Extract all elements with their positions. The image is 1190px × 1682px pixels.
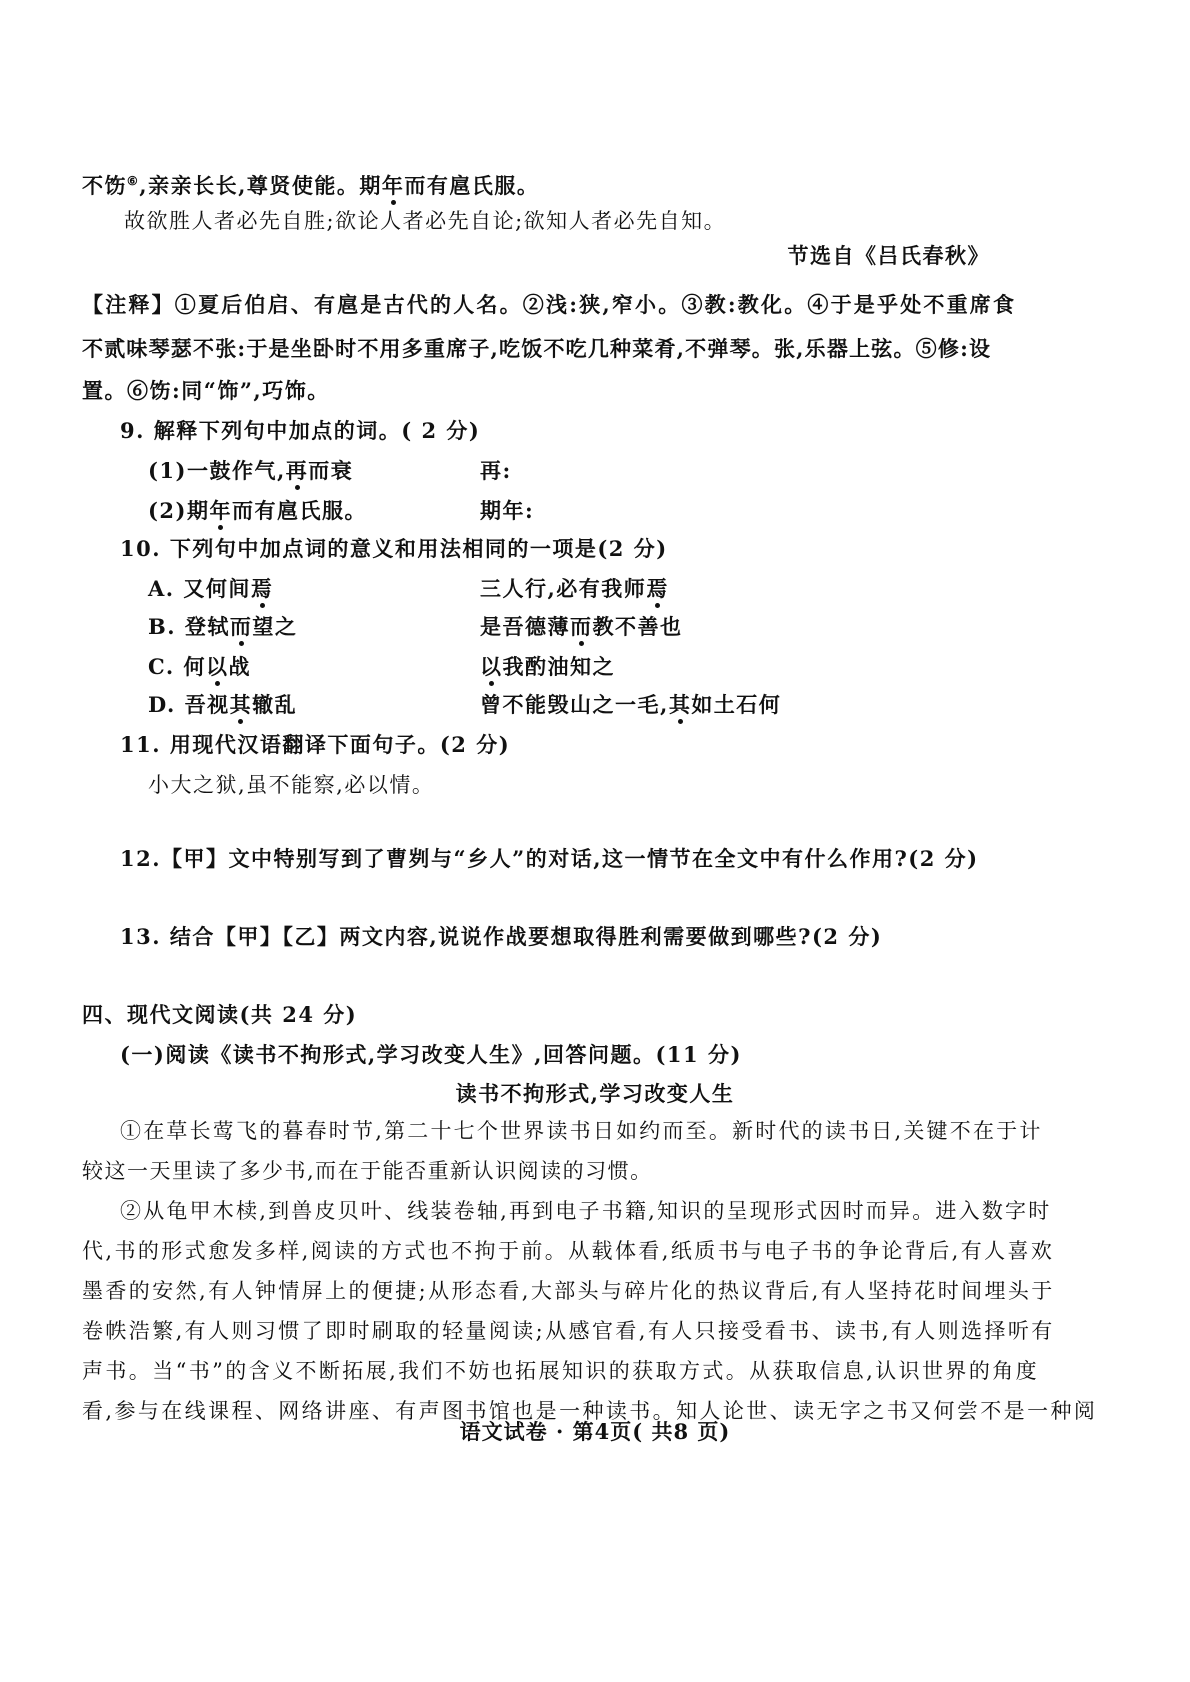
notes-line: 不贰味琴瑟不张:于是坐卧时不用多重席子,吃饭不吃几种菜肴,不弹琴。张,乐器上弦。⑤修:设 <box>82 336 992 361</box>
emphasis-char: 年 <box>209 498 232 523</box>
text: 不饬 <box>82 173 127 198</box>
emphasis-char: 以 <box>205 654 229 679</box>
q10-option-b-right <box>480 612 683 642</box>
question-10: 10. 下列句中加点词的意义和用法相同的一项是(2 分) <box>120 536 668 561</box>
source-citation: 节选自《吕氏春秋》 <box>787 243 990 268</box>
emphasis-char: 而 <box>570 614 593 639</box>
q10-option-b-left <box>148 612 297 642</box>
text: D. 吾视 <box>148 692 230 717</box>
text: 如土石何 <box>691 692 782 717</box>
passage-line: 故欲胜人者必先自胜;欲论人者必先自论;欲知人者必先自知。 <box>124 209 727 233</box>
q11-sentence: 小大之狱,虽不能察,必以情。 <box>148 773 435 797</box>
footnote-marker: ⑥ <box>127 174 140 188</box>
question-9: 9. 解释下列句中加点的词。( 2 分) <box>120 418 481 443</box>
page-footer: 语文试卷 · 第4页( 共8 页) <box>459 1419 731 1444</box>
passage-line <box>82 166 539 201</box>
reading-instruction: (一)阅读《读书不拘形式,学习改变人生》,回答问题。(11 分) <box>120 1042 742 1067</box>
text: 我酌油知之 <box>502 654 615 679</box>
text: (2)期 <box>148 498 210 523</box>
notes-line: 置。⑥饬:同“饰”,巧饰。 <box>82 378 330 403</box>
q10-option-c-left <box>148 652 251 682</box>
paragraph-line: 较这一天里读了多少书,而在于能否重新认识阅读的习惯。 <box>82 1159 653 1183</box>
text: 是吾德薄 <box>480 614 570 639</box>
paragraph-line: ②从龟甲木椟,到兽皮贝叶、线装卷轴,再到电子书籍,知识的呈现形式因时而异。进入数字时 <box>120 1199 1052 1223</box>
q9-item-2 <box>148 496 367 526</box>
section-heading: 四、现代文阅读(共 24 分) <box>82 1002 358 1027</box>
q10-option-d-right <box>480 690 781 720</box>
emphasis-char: 其 <box>229 692 253 717</box>
text: 辙乱 <box>252 692 298 717</box>
paragraph-line: 卷帙浩繁,有人则习惯了即时刷取的轻量阅读;从感官看,有人只接受看书、读书,有人则选择听有 <box>82 1319 1055 1343</box>
text: C. 何 <box>148 654 206 679</box>
paragraph-line: 代,书的形式愈发多样,阅读的方式也不拘于前。从载体看,纸质书与电子书的争论背后,有人喜欢 <box>82 1239 1055 1263</box>
text: 而有扈氏服。 <box>231 498 367 523</box>
question-11: 11. 用现代汉语翻译下面句子。(2 分) <box>120 732 511 757</box>
text: 而有扈氏服。 <box>404 173 540 198</box>
emphasis-char: 焉 <box>646 576 669 601</box>
emphasis-char: 而 <box>229 614 253 639</box>
paragraph-line: ①在草长莺飞的暮春时节,第二十七个世界读书日如约而至。新时代的读书日,关键不在于计 <box>120 1119 1043 1143</box>
text: 战 <box>228 654 251 679</box>
text: 教不善也 <box>592 614 683 639</box>
text: 三人行,必有我师 <box>480 576 647 601</box>
text: (1)一鼓作气, <box>148 458 286 483</box>
question-12: 12.【甲】文中特别写到了曹刿与“乡人”的对话,这一情节在全文中有什么作用?(2 分) <box>120 846 979 871</box>
paragraph-line: 看,参与在线课程、网络讲座、有声图书馆也是一种读书。知人论世、读无字之书又何尝不是一种阅 <box>82 1399 1098 1423</box>
emphasis-char: 再 <box>285 458 309 483</box>
notes-line: 【注释】①夏后伯启、有扈是古代的人名。②浅:狭,窄小。③教:教化。④于是乎处不重席食 <box>82 292 1017 317</box>
paragraph-line: 墨香的安然,有人钟情屏上的便捷;从形态看,大部头与碎片化的热议背后,有人坚持花时间埋头于 <box>82 1279 1055 1303</box>
q10-option-a-left <box>148 574 273 604</box>
emphasis-char: 其 <box>668 692 692 717</box>
text: 望之 <box>252 614 298 639</box>
paragraph-line: 声书。当“书”的含义不断拓展,我们不妨也拓展知识的获取方式。从获取信息,认识世界的角度 <box>82 1359 1040 1383</box>
q9-answer-label-2: 期年: <box>480 498 535 523</box>
emphasis-char: 以 <box>480 654 503 679</box>
q9-item-1 <box>148 456 353 486</box>
text: ,亲亲长长,尊贤使能。期 <box>139 173 382 198</box>
q10-option-a-right <box>480 574 669 604</box>
text: 曾不能毁山之一毛, <box>480 692 669 717</box>
text: B. 登轼 <box>148 614 230 639</box>
q10-option-d-left <box>148 690 297 720</box>
emphasis-char: 焉 <box>250 576 274 601</box>
article-title: 读书不拘形式,学习改变人生 <box>455 1081 735 1106</box>
text: 而衰 <box>308 458 354 483</box>
text: A. 又何间 <box>148 576 251 601</box>
q10-option-c-right <box>480 652 615 682</box>
question-13: 13. 结合【甲】【乙】两文内容,说说作战要想取得胜利需要做到哪些?(2 分) <box>120 924 883 949</box>
emphasis-char: 年 <box>381 173 405 198</box>
q9-answer-label-1: 再: <box>480 458 512 483</box>
